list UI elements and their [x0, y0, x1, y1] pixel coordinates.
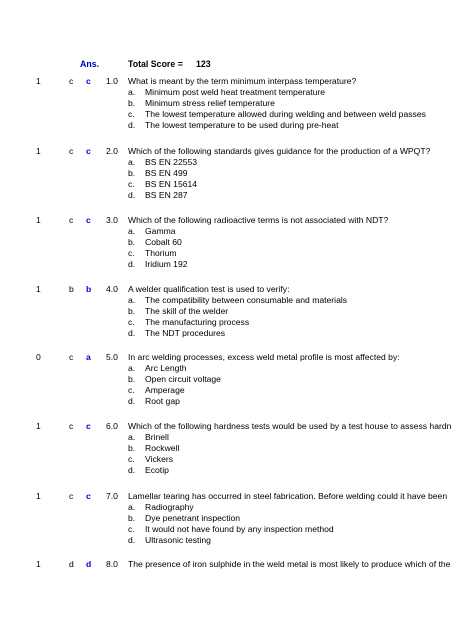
question-score: 1: [36, 284, 41, 294]
option-letter: b.: [128, 168, 136, 178]
question-number: 6.0: [106, 421, 118, 431]
option-letter: b.: [128, 443, 136, 453]
option-text: Thorium: [145, 248, 177, 258]
correct-answer: d: [69, 559, 74, 569]
option-letter: d.: [128, 120, 136, 130]
question-text: A welder qualification test is used to verify:: [128, 284, 290, 294]
option-text: Minimum stress relief temperature: [145, 98, 275, 108]
option-text: Minimum post weld heat treatment temperature: [145, 87, 326, 97]
option-letter: b.: [128, 374, 136, 384]
question-number: 1.0: [106, 76, 118, 86]
option-text: Ultrasonic testing: [145, 535, 211, 545]
option-text: The skill of the welder: [145, 306, 229, 316]
option-text: The lowest temperature to be used during pre-heat: [145, 120, 339, 130]
question-text: Which of the following standards gives guidance for the production of a WPQT?: [128, 146, 431, 156]
question-text: The presence of iron sulphide in the weld metal is most likely to produce which of the: [128, 559, 451, 569]
option-letter: b.: [128, 98, 136, 108]
given-answer: c: [86, 76, 91, 86]
option-text: Cobalt 60: [145, 237, 182, 247]
option-letter: b.: [128, 237, 136, 247]
correct-answer: c: [69, 352, 74, 362]
question-number: 2.0: [106, 146, 118, 156]
option-letter: a.: [128, 295, 136, 305]
option-letter: a.: [128, 363, 136, 373]
given-answer: c: [86, 491, 91, 501]
given-answer: b: [86, 284, 92, 294]
question-score: 1: [36, 76, 41, 86]
question-number: 4.0: [106, 284, 118, 294]
option-text: Arc Length: [145, 363, 187, 373]
question-number: 5.0: [106, 352, 118, 362]
total-score-label: Total Score =: [128, 59, 183, 69]
correct-answer: c: [69, 146, 74, 156]
option-text: BS EN 15614: [145, 179, 198, 189]
given-answer: d: [86, 559, 92, 569]
given-answer: c: [86, 421, 91, 431]
given-answer: c: [86, 146, 91, 156]
option-letter: d.: [128, 396, 136, 406]
option-text: Open circuit voltage: [145, 374, 221, 384]
question-text: Which of the following hardness tests would be used by a test house to assess hardn: [128, 421, 452, 431]
correct-answer: c: [69, 491, 74, 501]
question-text: Which of the following radioactive terms is not associated with NDT?: [128, 215, 389, 225]
option-letter: a.: [128, 87, 136, 97]
option-text: Vickers: [145, 454, 174, 464]
option-text: BS EN 499: [145, 168, 188, 178]
option-letter: c.: [128, 524, 135, 534]
option-letter: a.: [128, 157, 136, 167]
question-number: 7.0: [106, 491, 118, 501]
option-letter: c.: [128, 454, 135, 464]
option-letter: b.: [128, 513, 136, 523]
option-text: The lowest temperature allowed during welding and between weld passes: [145, 109, 426, 119]
correct-answer: c: [69, 76, 74, 86]
option-text: Root gap: [145, 396, 180, 406]
option-letter: d.: [128, 328, 136, 338]
question-text: What is meant by the term minimum interpass temperature?: [128, 76, 357, 86]
option-text: Ecotip: [145, 465, 169, 475]
question-text: In arc welding processes, excess weld metal profile is most affected by:: [128, 352, 400, 362]
answer-column-header: Ans.: [80, 59, 100, 69]
question-score: 1: [36, 491, 41, 501]
option-text: Amperage: [145, 385, 185, 395]
option-letter: d.: [128, 465, 136, 475]
option-text: Gamma: [145, 226, 176, 236]
option-text: Radiography: [145, 502, 194, 512]
question-score: 1: [36, 421, 41, 431]
option-text: Iridium 192: [145, 259, 188, 269]
correct-answer: c: [69, 421, 74, 431]
question-score: 1: [36, 215, 41, 225]
question-score: 1: [36, 559, 41, 569]
option-letter: c.: [128, 179, 135, 189]
question-score: 0: [36, 352, 41, 362]
option-text: BS EN 287: [145, 190, 188, 200]
question-number: 8.0: [106, 559, 118, 569]
option-letter: a.: [128, 226, 136, 236]
option-text: The compatibility between consumable and materials: [145, 295, 348, 305]
option-letter: d.: [128, 259, 136, 269]
option-letter: d.: [128, 190, 136, 200]
option-text: The manufacturing process: [145, 317, 250, 327]
correct-answer: c: [69, 215, 74, 225]
option-letter: d.: [128, 535, 136, 545]
option-letter: a.: [128, 432, 136, 442]
option-text: BS EN 22553: [145, 157, 198, 167]
given-answer: c: [86, 215, 91, 225]
total-score-value: 123: [196, 59, 211, 69]
option-text: The NDT procedures: [145, 328, 226, 338]
question-text: Lamellar tearing has occurred in steel fabrication. Before welding could it have been: [128, 491, 448, 501]
option-text: Brinell: [145, 432, 169, 442]
correct-answer: b: [69, 284, 74, 294]
given-answer: a: [86, 352, 91, 362]
option-letter: c.: [128, 109, 135, 119]
option-text: Dye penetrant inspection: [145, 513, 241, 523]
option-letter: c.: [128, 317, 135, 327]
question-score: 1: [36, 146, 41, 156]
option-text: Rockwell: [145, 443, 180, 453]
option-text: It would not have found by any inspection method: [145, 524, 334, 534]
question-number: 3.0: [106, 215, 118, 225]
option-letter: b.: [128, 306, 136, 316]
option-letter: c.: [128, 248, 135, 258]
option-letter: a.: [128, 502, 136, 512]
option-letter: c.: [128, 385, 135, 395]
